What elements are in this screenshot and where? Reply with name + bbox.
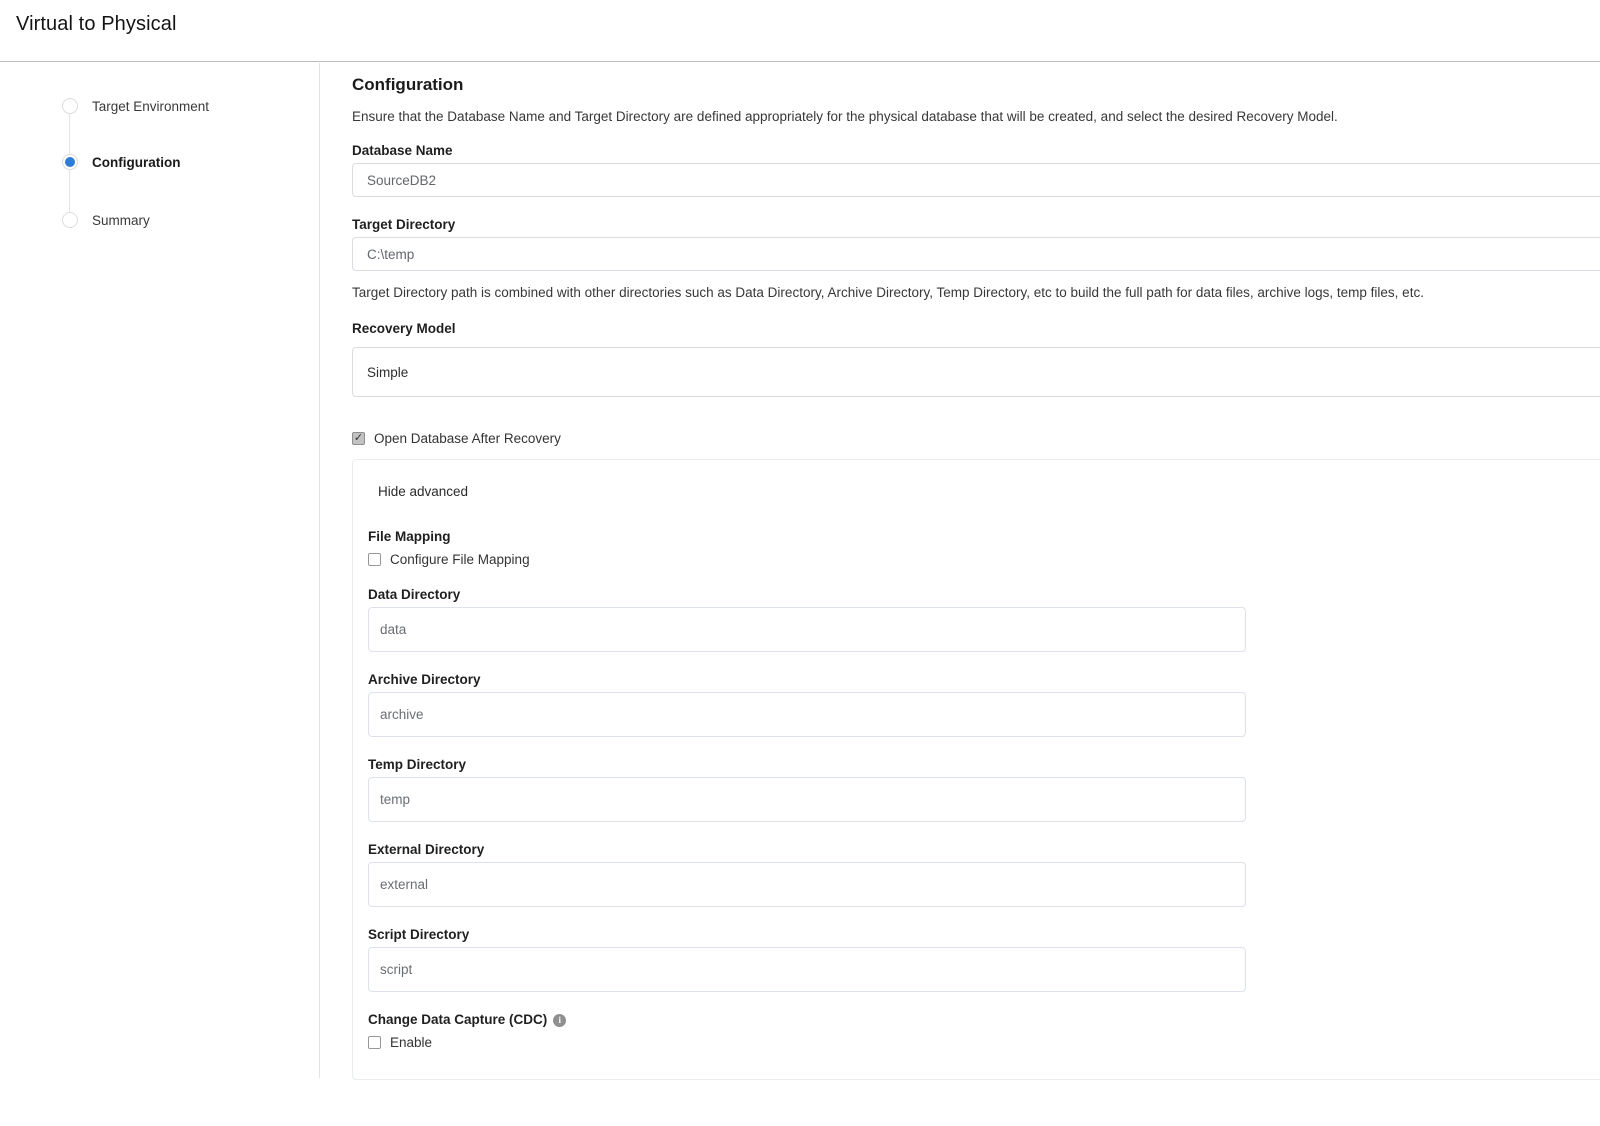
cdc-enable-row <box>368 1035 1600 1050</box>
section-description: Ensure that the Database Name and Target Directory are defined appropriately for the physical database that will be created, and select the desired Recovery Model. <box>352 109 1338 124</box>
archive-directory-label: Archive Directory <box>368 672 481 687</box>
data-directory-label: Data Directory <box>368 587 461 602</box>
script-directory-label: Script Directory <box>368 927 470 942</box>
section-heading: Configuration <box>352 75 464 94</box>
step-target-environment[interactable] <box>62 98 209 114</box>
external-directory-input[interactable] <box>368 862 1246 907</box>
recovery-model-select[interactable] <box>352 347 1600 397</box>
step-summary[interactable] <box>62 212 150 228</box>
cdc-enable-checkbox[interactable] <box>368 1036 381 1049</box>
step-circle-icon <box>62 212 78 228</box>
step-label: Configuration <box>92 154 181 170</box>
target-directory-input[interactable] <box>352 237 1600 271</box>
checkmark-icon: ✓ <box>353 432 364 444</box>
wizard-stepper-sidebar <box>0 63 320 1078</box>
open-database-after-recovery-checkbox[interactable] <box>352 432 365 445</box>
script-directory-input[interactable] <box>368 947 1246 992</box>
target-directory-label: Target Directory <box>352 217 456 232</box>
open-database-after-recovery-label: Open Database After Recovery <box>374 431 561 446</box>
open-database-after-recovery-row <box>352 431 1600 446</box>
page-title: Virtual to Physical <box>16 13 177 35</box>
database-name-label: Database Name <box>352 143 453 158</box>
data-directory-input[interactable] <box>368 607 1246 652</box>
step-circle-active-icon <box>62 154 78 170</box>
configure-file-mapping-label: Configure File Mapping <box>390 552 530 567</box>
cdc-heading: Change Data Capture (CDC) <box>368 1012 548 1027</box>
advanced-options-panel <box>352 459 1600 1080</box>
step-label: Summary <box>92 212 150 228</box>
database-name-input[interactable] <box>352 163 1600 197</box>
cdc-enable-label: Enable <box>390 1035 433 1050</box>
temp-directory-label: Temp Directory <box>368 757 467 772</box>
info-icon[interactable]: i <box>553 1014 566 1027</box>
configure-file-mapping-checkbox[interactable] <box>368 553 381 566</box>
temp-directory-input[interactable] <box>368 777 1246 822</box>
configuration-form <box>352 63 1600 1080</box>
configure-file-mapping-row <box>368 552 1600 567</box>
file-mapping-heading: File Mapping <box>368 529 451 544</box>
recovery-model-selected-value: Simple <box>367 364 409 380</box>
external-directory-label: External Directory <box>368 842 485 857</box>
archive-directory-input[interactable] <box>368 692 1246 737</box>
recovery-model-label: Recovery Model <box>352 321 456 336</box>
cdc-heading-row <box>368 1012 1600 1028</box>
target-directory-help-text: Target Directory path is combined with other directories such as Data Directory, Archive Directory, Temp Directory, etc to build the full path for data files, archive logs, temp files, etc. <box>352 285 1424 300</box>
hide-advanced-toggle[interactable]: Hide advanced <box>378 484 469 499</box>
step-configuration[interactable] <box>62 154 180 170</box>
app-header <box>0 0 1600 62</box>
step-circle-icon <box>62 98 78 114</box>
step-label: Target Environment <box>92 98 210 114</box>
